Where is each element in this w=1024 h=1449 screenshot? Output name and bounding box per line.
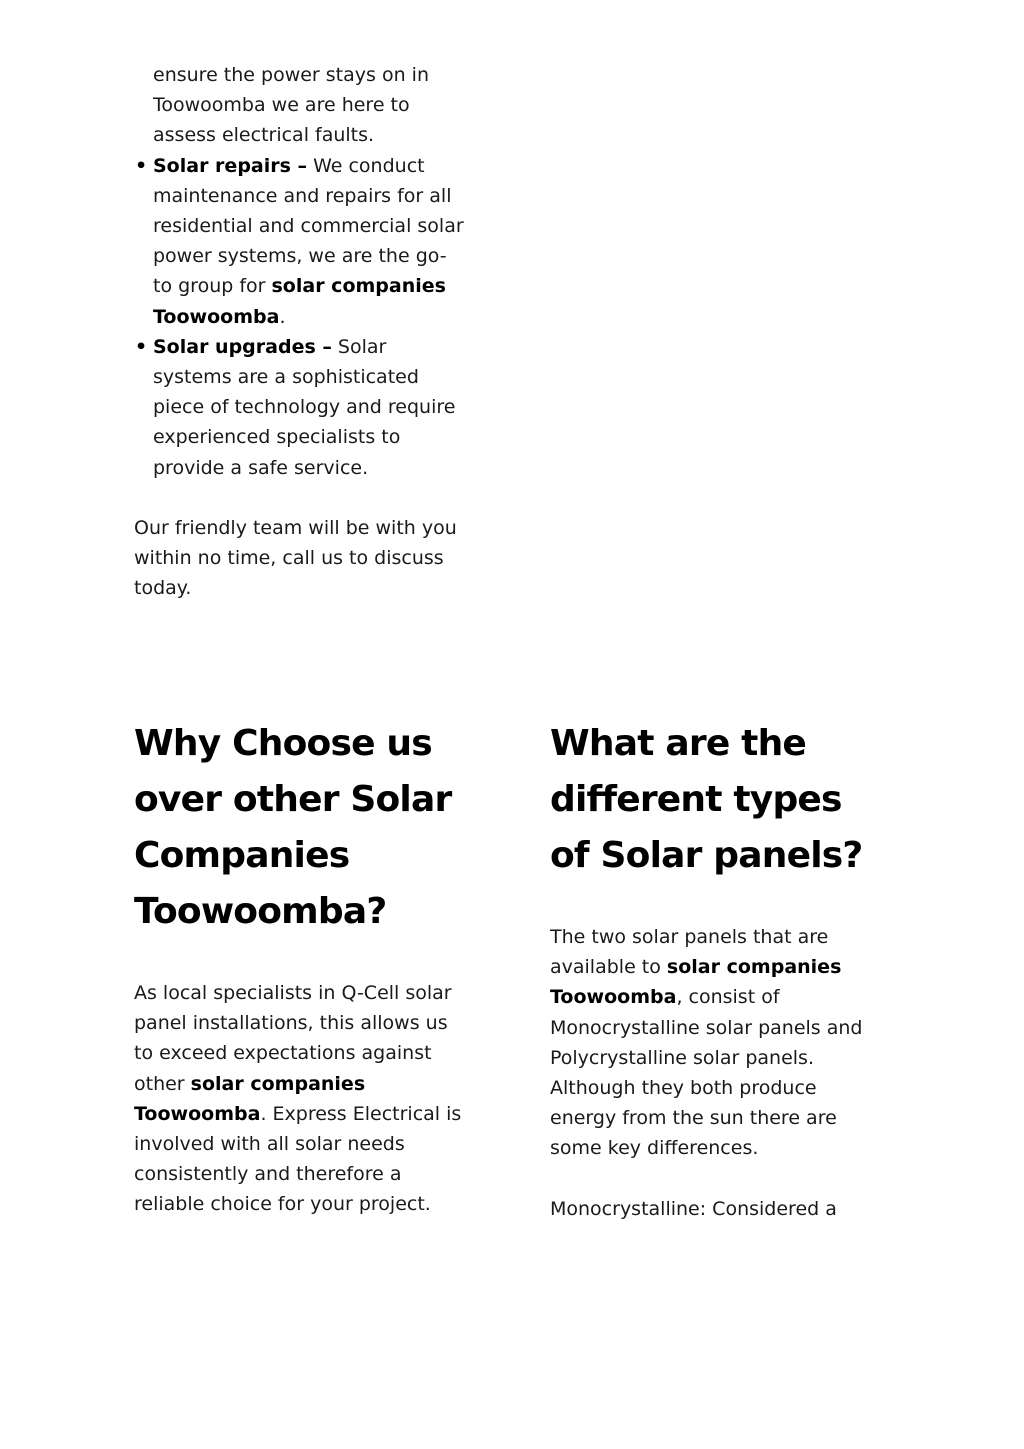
panel-types-keyword: solar companies Toowoomba bbox=[550, 956, 842, 1009]
solar-upgrades-text: Solar systems are a sophisticated piece of technology and require experienced specialists to provide a safe service. bbox=[153, 335, 456, 479]
solar-repairs-label: Solar repairs – bbox=[153, 154, 308, 177]
panel-types-paragraph bbox=[550, 922, 885, 1164]
list-item-continuation bbox=[134, 60, 464, 151]
intro-block bbox=[134, 60, 464, 603]
panel-types-text-end: , consist of Monocrystalline solar panels and Polycrystalline solar panels. Although they both produce energy from the sun there are some key differences. bbox=[550, 986, 863, 1160]
list-item-solar-repairs bbox=[134, 151, 464, 332]
solar-upgrades-label: Solar upgrades – bbox=[153, 335, 332, 358]
continuation-text: ensure the power stays on in Toowoomba we are here to assess electrical faults. bbox=[153, 64, 429, 147]
why-choose-us-keyword: solar companies Toowoomba bbox=[134, 1072, 366, 1125]
why-choose-us-heading: Why Choose us over other Solar Companies Toowoomba? bbox=[134, 723, 452, 932]
monocrystalline-paragraph: Monocrystalline: Considered a bbox=[550, 1197, 837, 1220]
why-choose-us-text-end: . Express Electrical is involved with all solar needs consistently and therefore a reliable choice for your project. bbox=[134, 1102, 462, 1216]
closing-paragraph: Our friendly team will be with you within no time, call us to discuss today. bbox=[134, 516, 457, 600]
why-choose-us-text-start: As local specialists in Q-Cell solar panel installations, this allows us to exceed expectations against other bbox=[134, 982, 452, 1095]
solar-repairs-text: We conduct maintenance and repairs for all residential and commercial solar power systems, we are the go-to group for bbox=[153, 154, 464, 298]
panel-types-text-start: The two solar panels that are available to bbox=[550, 926, 829, 979]
list-item-solar-upgrades bbox=[134, 332, 464, 483]
service-list bbox=[134, 60, 464, 483]
panel-types-section bbox=[550, 716, 885, 1224]
why-choose-us-paragraph bbox=[134, 978, 469, 1220]
panel-types-heading: What are the different types of Solar panels? bbox=[550, 723, 863, 876]
solar-repairs-keyword: solar companies Toowoomba bbox=[153, 275, 446, 328]
why-choose-us-section bbox=[134, 716, 469, 1220]
solar-repairs-end: . bbox=[279, 305, 286, 328]
